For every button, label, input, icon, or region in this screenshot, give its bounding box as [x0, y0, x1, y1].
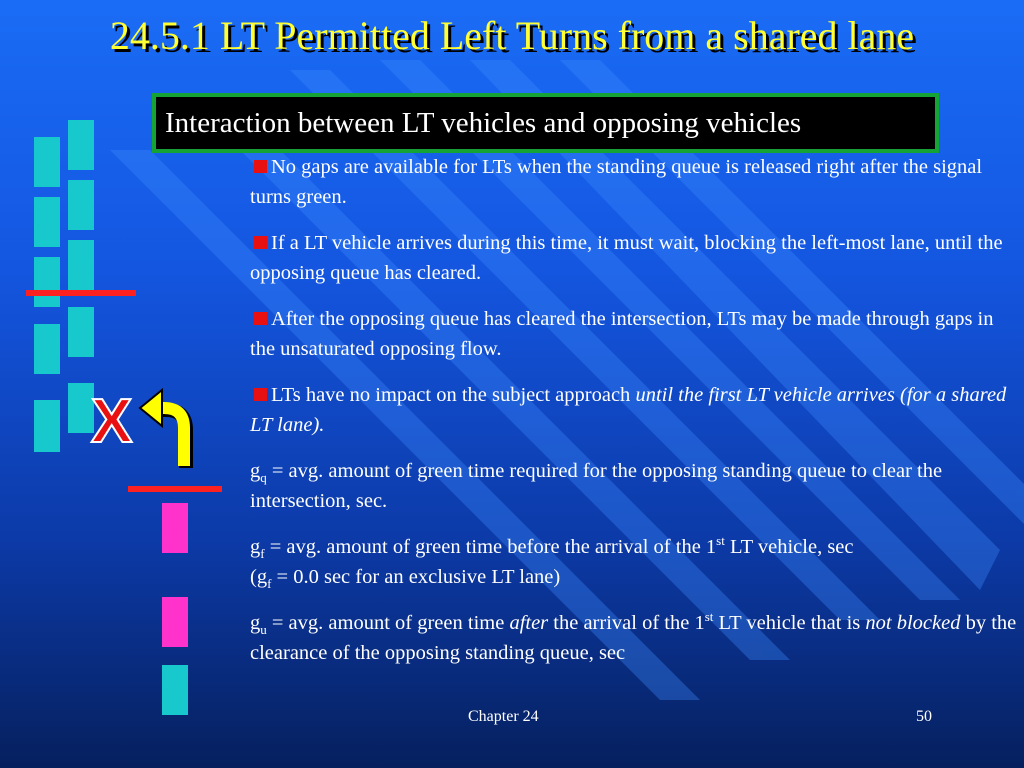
- vehicle-block: [68, 120, 94, 170]
- bullet-icon: [254, 160, 267, 173]
- footer-page-number: 50: [916, 708, 932, 725]
- bullet-item: After the opposing queue has cleared the intersection, LTs may be made through gaps in the unsaturated opposing flow.: [250, 308, 994, 360]
- vehicle-block: [34, 257, 60, 307]
- bullet-item: No gaps are available for LTs when the standing queue is released right after the signal turns green.: [250, 156, 983, 208]
- slide-title: 24.5.1 LT Permitted Left Turns from a shared lane: [109, 13, 915, 58]
- vehicle-block: [34, 137, 60, 187]
- bullet-icon: [254, 312, 267, 325]
- bullet-icon: [254, 236, 267, 249]
- bullet-item: If a LT vehicle arrives during this time, it must wait, blocking the left-most lane, until the opposing queue has cleared.: [250, 232, 1003, 284]
- vehicle-block: [162, 665, 188, 715]
- vehicle-block: [68, 240, 94, 290]
- footer-chapter: Chapter 24: [468, 708, 539, 725]
- blocked-x-mark: X: [91, 387, 133, 456]
- left-turn-arrow-icon: [140, 390, 186, 468]
- stop-line-top: [26, 290, 136, 296]
- vehicle-block: [34, 324, 60, 374]
- intersection-diagram: [0, 0, 240, 768]
- stop-line-bottom: [128, 486, 222, 492]
- vehicle-block: [34, 400, 60, 452]
- lt-vehicle-block: [162, 503, 188, 553]
- vehicle-block: [68, 307, 94, 357]
- definition-gu: $g_u$ = avg. amount of green time after the arrival of the 1st LT vehicle that is not blocked by the clearance of the opposing standing queue, sec: [250, 609, 1017, 664]
- bullet-icon: [254, 388, 267, 401]
- lt-vehicle-block: [162, 597, 188, 647]
- vehicle-block: [68, 180, 94, 230]
- subtitle-box: Interaction between LT vehicles and opposing vehicles: [152, 93, 939, 153]
- definition-gf: $g_f$ = avg. amount of green time before the arrival of the 1st LT vehicle, sec ($g_f = 0.0$ sec for an exclusive LT lane): [250, 533, 854, 592]
- bullet-item: LTs have no impact on the subject approach until the first LT vehicle arrives (for a shared LT lane).: [250, 384, 1007, 436]
- definition-gq: $g_q$ = avg. amount of green time required for the opposing standing queue to clear the intersection, sec.: [250, 460, 943, 512]
- vehicle-block: [34, 197, 60, 247]
- content-area: [250, 152, 1018, 684]
